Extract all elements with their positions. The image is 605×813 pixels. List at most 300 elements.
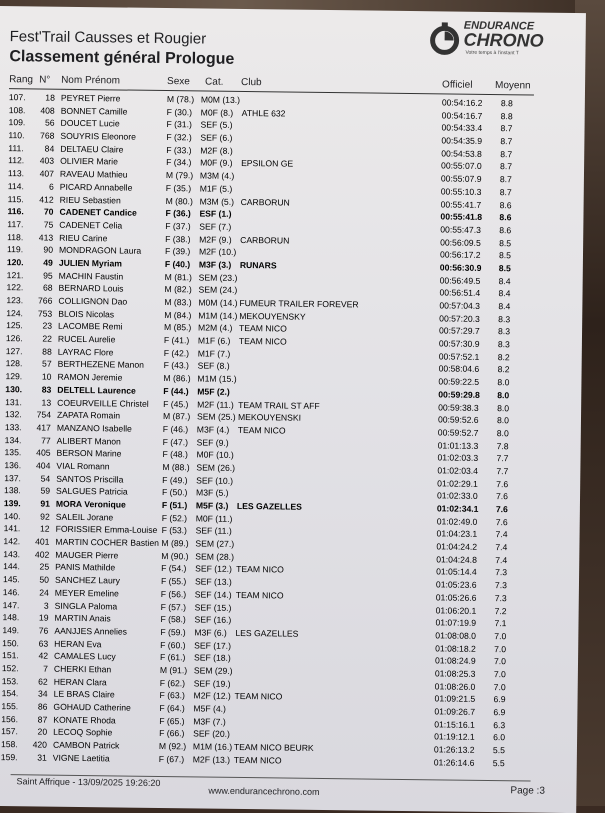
cell-bib: 401 — [35, 536, 50, 547]
header-club: Club — [241, 76, 262, 89]
cell-rank: 155. — [1, 701, 19, 712]
cell-sex: F (53.) — [161, 525, 187, 536]
cell-bib: 31 — [37, 752, 47, 763]
cell-name: CADENET Candice — [59, 206, 137, 218]
cell-rank: 159. — [0, 751, 18, 763]
cell-bib: 92 — [40, 511, 50, 522]
cell-cat: M0M (13.) — [200, 94, 241, 105]
cell-bib: 23 — [42, 320, 53, 332]
cell-time: 00:57:52.1 — [438, 351, 480, 362]
cell-time: 00:59:29.8 — [438, 389, 480, 400]
cell-rank: 124. — [6, 307, 24, 318]
cell-bib: 86 — [37, 701, 48, 712]
cell-speed: 8.5 — [498, 263, 511, 274]
cell-bib: 88 — [42, 346, 52, 357]
cell-name: AANJJES Annelies — [54, 625, 128, 637]
cell-name: MONDRAGON Laura — [58, 244, 142, 256]
cell-name: BERSON Marine — [56, 447, 122, 459]
cell-bib: 20 — [37, 726, 48, 738]
cell-name: JULIEN Myriam — [58, 257, 122, 269]
cell-club: RUNARS — [239, 259, 277, 271]
cell-bib: 91 — [40, 498, 50, 509]
cell-time: 01:01:13.3 — [437, 439, 479, 451]
cell-sex: F (38.) — [165, 233, 191, 244]
cell-bib: 22 — [42, 333, 53, 344]
cell-name: OLIVIER Marie — [60, 156, 118, 167]
cell-sex: F (33.) — [166, 144, 192, 156]
results-sheet — [0, 6, 586, 813]
cell-speed: 8.7 — [500, 148, 513, 160]
cell-time: 01:08:26.0 — [434, 680, 476, 692]
cell-speed: 8.3 — [497, 339, 510, 350]
cell-speed: 8.8 — [500, 98, 513, 109]
cell-sex: M (85.) — [164, 322, 192, 333]
cell-time: 01:02:49.0 — [436, 516, 478, 527]
cell-rank: 136. — [4, 460, 22, 471]
cell-cat: M1M (16.) — [192, 741, 233, 752]
cell-name: LE BRAS Claire — [53, 689, 115, 700]
cell-name: MANZANO Isabelle — [56, 422, 132, 434]
cell-club: ATHLE 632 — [241, 107, 286, 119]
cell-cat: SEF (16.) — [194, 614, 232, 626]
cell-name: ALIBERT Manon — [56, 435, 121, 447]
cell-time: 01:02:33.0 — [436, 490, 478, 502]
cell-bib: 412 — [39, 193, 54, 205]
cell-cat: SEF (20.) — [193, 728, 230, 740]
cell-club: FUMEUR TRAILER FOREVER — [239, 297, 359, 310]
cell-cat: M0F (9.) — [200, 157, 233, 169]
cell-cat: M3M (4.) — [199, 170, 235, 181]
cell-time: 00:57:29.7 — [439, 325, 480, 337]
cell-time: 00:56:49.5 — [439, 275, 481, 286]
cell-time: 00:56:17.2 — [439, 249, 481, 261]
cell-bib: 19 — [38, 612, 49, 623]
cell-time: 00:54:16.7 — [441, 110, 483, 121]
cell-speed: 7.4 — [495, 554, 508, 565]
cell-time: 01:06:20.1 — [435, 604, 477, 616]
cell-speed: 7.6 — [495, 491, 509, 502]
cell-cat: SEF (10.) — [196, 475, 234, 486]
cell-sex: M (78.) — [166, 94, 195, 105]
cell-sex: F (56.) — [160, 588, 187, 600]
ranking-title: Classement général Prologue — [9, 48, 235, 68]
cell-speed: 8.4 — [498, 288, 511, 299]
cell-cat: M1F (6.) — [197, 335, 231, 346]
cell-name: SINGLA Paloma — [54, 600, 118, 611]
cell-name: CAMALES Lucy — [54, 650, 116, 662]
header-name: Nom Prénom — [61, 74, 121, 87]
cell-time: 00:55:07.0 — [441, 160, 482, 172]
cell-bib: 24 — [39, 587, 49, 598]
cell-rank: 121. — [6, 269, 24, 280]
cell-time: 00:59:38.3 — [438, 401, 479, 413]
cell-sex: F (50.) — [162, 487, 188, 498]
cell-name: SANTOS Priscilla — [56, 473, 124, 485]
cell-rank: 133. — [4, 421, 22, 433]
cell-name: LACOMBE Remi — [58, 321, 123, 332]
cell-name: SANCHEZ Laury — [54, 574, 121, 586]
cell-time: 00:55:41.8 — [440, 211, 483, 223]
cell-speed: 8.0 — [497, 377, 510, 388]
cell-name: PEYRET Pierre — [60, 92, 121, 104]
cell-sex: M (86.) — [163, 373, 191, 384]
cell-time: 01:09:26.7 — [434, 706, 476, 717]
cell-sex: M (92.) — [158, 741, 187, 752]
cell-rank: 109. — [8, 117, 26, 128]
cell-cat: M1M (15.) — [197, 373, 237, 385]
cell-name: DELTELL Laurence — [57, 384, 136, 396]
cell-bib: 403 — [39, 155, 55, 167]
cell-name: MARTIN COCHER Bastien — [55, 536, 159, 549]
cell-rank: 122. — [6, 282, 24, 293]
cell-sex: F (35.) — [165, 182, 192, 194]
cell-cat: M3M (5.) — [199, 195, 235, 207]
cell-name: RIEU Sebastien — [59, 194, 121, 205]
cell-time: 00:54:53.8 — [441, 148, 482, 159]
cell-speed: 7.0 — [494, 630, 507, 642]
cell-speed: 7.0 — [493, 681, 506, 692]
cell-rank: 152. — [1, 663, 19, 674]
cell-name: DELTAEU Claire — [60, 143, 124, 155]
cell-time: 00:59:52.6 — [437, 414, 479, 426]
cell-time: 01:05:26.6 — [435, 592, 477, 603]
cell-sex: F (55.) — [160, 576, 187, 587]
cell-bib: 70 — [43, 206, 54, 217]
cell-sex: F (62.) — [159, 677, 186, 688]
cell-name: COLLIGNON Dao — [58, 295, 128, 307]
cell-bib: 59 — [40, 485, 51, 496]
cell-name: MEYER Emeline — [54, 587, 119, 599]
cell-time: 00:58:04.6 — [438, 363, 480, 375]
cell-bib: 84 — [44, 143, 55, 154]
cell-speed: 8.3 — [497, 326, 511, 337]
cell-bib: 83 — [41, 384, 52, 395]
cell-rank: 141. — [3, 523, 21, 534]
cell-cat: M1M (14.) — [198, 310, 238, 321]
cell-club: CARBORUN — [240, 234, 290, 246]
cell-bib: 6 — [48, 181, 54, 192]
cell-bib: 766 — [38, 295, 53, 306]
cell-rank: 147. — [2, 599, 20, 610]
cell-bib: 34 — [37, 688, 48, 699]
cell-club: TEAM TRAIL ST AFF — [238, 399, 320, 411]
cell-club: EPSILON GE — [241, 158, 294, 170]
cell-speed: 8.7 — [499, 186, 512, 198]
cell-sex: M (88.) — [162, 461, 190, 473]
cell-time: 01:15:16.1 — [434, 719, 475, 730]
cell-rank: 128. — [5, 358, 23, 369]
cell-bib: 18 — [45, 92, 55, 103]
cell-club: MEKOUYENSKY — [239, 310, 306, 322]
cell-bib: 68 — [42, 282, 53, 293]
cell-speed: 8.6 — [499, 212, 512, 223]
cell-sex: M (90.) — [161, 550, 189, 562]
cell-rank: 116. — [7, 206, 24, 217]
cell-sex: F (54.) — [161, 563, 187, 574]
cell-sex: F (67.) — [158, 753, 185, 765]
cell-bib: 13 — [41, 397, 52, 408]
cell-sex: F (60.) — [160, 639, 186, 650]
cell-bib: 57 — [42, 358, 52, 370]
cell-cat: SEF (11.) — [195, 525, 232, 537]
cell-rank: 108. — [8, 104, 26, 116]
cell-time: 00:55:10.3 — [440, 186, 482, 197]
cell-time: 00:56:09.5 — [440, 236, 481, 248]
cell-cat: M3F (6.) — [194, 627, 227, 638]
cell-bib: 408 — [40, 105, 55, 116]
cell-time: 00:56:30.9 — [439, 262, 482, 273]
cell-name: CAMBON Patrick — [52, 739, 120, 751]
cell-sex: M (89.) — [161, 538, 189, 549]
cell-sex: F (57.) — [160, 601, 187, 612]
cell-cat: SEM (28.) — [195, 551, 235, 562]
cell-sex: F (58.) — [160, 614, 186, 625]
cell-cat: M2M (4.) — [198, 322, 233, 334]
footer-location-date: Saint Affrique - 13/09/2025 19:26:20 — [16, 776, 161, 789]
cell-speed: 7.6 — [496, 478, 509, 489]
cell-rank: 148. — [2, 612, 20, 623]
cell-bib: 63 — [38, 638, 49, 649]
cell-name: MARTIN Anais — [54, 612, 111, 624]
cell-sex: F (61.) — [159, 652, 186, 663]
cell-name: RAMON Jeremie — [57, 371, 123, 383]
cell-rank: 129. — [5, 371, 23, 382]
cell-club: TEAM NICO — [233, 754, 282, 766]
cell-cat: M2F (13.) — [192, 754, 231, 765]
cell-bib: 402 — [34, 549, 50, 560]
cell-speed: 7.6 — [495, 516, 508, 527]
cell-speed: 7.7 — [496, 453, 509, 464]
stopwatch-icon — [427, 21, 461, 55]
cell-rank: 146. — [2, 586, 20, 598]
cell-time: 01:04:24.2 — [436, 541, 478, 552]
cell-time: 01:02:03.4 — [437, 465, 479, 476]
cell-speed: 7.2 — [494, 605, 507, 616]
cell-name: HERAN Eva — [54, 638, 102, 649]
cell-sex: F (49.) — [162, 474, 188, 485]
cell-name: DOUCET Lucie — [60, 118, 120, 129]
cell-sex: M (79.) — [165, 170, 194, 181]
cell-time: 00:56:51.4 — [439, 287, 481, 299]
cell-name: CADENET Celia — [59, 219, 123, 231]
cell-speed: 8.7 — [500, 123, 513, 134]
cell-cat: M0F (11.) — [195, 513, 233, 524]
cell-cat: SEM (23.) — [198, 272, 238, 283]
cell-name: SOUYRIS Eleonore — [60, 130, 136, 142]
cell-rank: 111. — [8, 142, 24, 154]
cell-rank: 131. — [5, 396, 22, 407]
cell-speed: 8.5 — [499, 237, 512, 248]
cell-rank: 153. — [1, 675, 19, 686]
event-title: Fest'Trail Causses et Rougier — [9, 28, 207, 48]
cell-cat: M1F (5.) — [199, 183, 233, 194]
cell-cat: SEF (9.) — [196, 436, 229, 448]
cell-sex: F (47.) — [162, 436, 189, 447]
cell-bib: 420 — [32, 739, 48, 750]
cell-rank: 127. — [5, 345, 23, 357]
cell-rank: 117. — [7, 218, 24, 230]
header-sex: Sexe — [167, 76, 190, 88]
cell-rank: 118. — [7, 231, 24, 242]
cell-speed: 6.9 — [493, 694, 506, 705]
cell-cat: SEM (26.) — [196, 462, 236, 473]
cell-sex: F (63.) — [159, 690, 185, 701]
cell-sex: M (81.) — [164, 271, 192, 282]
cell-rank: 125. — [6, 320, 23, 331]
cell-time: 00:57:20.3 — [439, 313, 480, 324]
cell-club: TEAM NICO BEURK — [233, 741, 314, 753]
logo-line1: ENDURANCE — [463, 19, 535, 33]
cell-name: FORISSIER Emma-Louise — [55, 524, 158, 536]
cell-speed: 8.7 — [499, 174, 512, 185]
cell-name: BERNARD Louis — [58, 283, 124, 294]
cell-rank: 137. — [4, 472, 22, 483]
cell-sex: F (40.) — [164, 258, 191, 270]
cell-sex: F (51.) — [161, 500, 188, 511]
cell-bib: 754 — [36, 409, 52, 420]
cell-cat: M3F (5.) — [196, 487, 229, 499]
cell-sex: F (31.) — [166, 119, 192, 130]
cell-speed: 8.2 — [497, 364, 510, 375]
cell-speed: 8.7 — [500, 161, 513, 172]
cell-bib: 12 — [39, 523, 50, 535]
cell-bib: 407 — [39, 168, 55, 179]
cell-club: CARBORUN — [240, 196, 290, 208]
cell-cat: M2F (12.) — [193, 690, 231, 702]
cell-cat: SEM (25.) — [196, 411, 236, 423]
cell-speed: 7.0 — [494, 643, 507, 654]
cell-cat: M2F (9.) — [199, 234, 232, 245]
cell-rank: 113. — [7, 168, 25, 179]
cell-bib: 7 — [43, 663, 48, 674]
cell-sex: F (64.) — [159, 703, 185, 714]
cell-cat: SEM (29.) — [193, 665, 233, 676]
cell-cat: M3F (4.) — [196, 424, 230, 435]
cell-rank: 115. — [7, 193, 24, 204]
cell-speed: 5.5 — [492, 745, 505, 756]
cell-sex: F (48.) — [162, 449, 188, 460]
cell-sex: M (84.) — [164, 309, 192, 321]
cell-rank: 110. — [8, 130, 25, 141]
cell-name: RIEU Carine — [59, 232, 108, 243]
cell-sex: M (80.) — [165, 195, 193, 206]
cell-sex: F (30.) — [166, 106, 193, 118]
cell-speed: 6.3 — [493, 719, 506, 730]
cell-speed: 8.3 — [498, 313, 511, 324]
cell-name: SALEIL Jorane — [55, 511, 114, 523]
cell-cat: SEF (7.) — [199, 221, 232, 232]
cell-speed: 8.6 — [499, 199, 512, 210]
cell-speed: 7.4 — [495, 542, 508, 553]
cell-time: 00:54:33.4 — [441, 122, 483, 134]
cell-cat: M5F (2.) — [197, 386, 230, 397]
cell-sex: F (41.) — [163, 335, 190, 346]
cell-time: 01:04:24.8 — [436, 554, 477, 565]
cell-rank: 112. — [8, 155, 25, 166]
cell-time: 01:26:14.6 — [433, 757, 475, 768]
cell-cat: SEF (19.) — [193, 678, 231, 689]
cell-time: 01:08:25.3 — [434, 668, 476, 679]
cell-name: BLOIS Nicolas — [58, 308, 115, 320]
cell-sex: F (52.) — [161, 512, 188, 524]
cell-name: CHERKI Ethan — [53, 663, 112, 675]
cell-club: TEAM NICO — [234, 691, 283, 702]
cell-bib: 50 — [39, 574, 50, 585]
cell-club: LES GAZELLES — [236, 500, 302, 512]
cell-bib: 417 — [36, 422, 51, 433]
cell-speed: 7.7 — [496, 466, 509, 477]
cell-name: LECOQ Sophie — [53, 727, 113, 738]
cell-name: PICARD Annabelle — [59, 181, 133, 193]
cell-sex: F (36.) — [165, 208, 191, 219]
cell-speed: 8.2 — [497, 351, 510, 363]
cell-rank: 157. — [1, 726, 18, 737]
cell-speed: 7.1 — [494, 618, 507, 629]
cell-sex: F (34.) — [166, 157, 192, 168]
cell-bib: 404 — [35, 460, 51, 471]
cell-bib: 95 — [43, 270, 53, 281]
cell-rank: 135. — [4, 447, 22, 458]
cell-bib: 75 — [43, 219, 54, 230]
cell-time: 01:08:18.2 — [435, 642, 476, 654]
cell-club: TEAM NICO — [236, 564, 284, 575]
cell-rank: 144. — [3, 561, 20, 572]
cell-speed: 7.3 — [494, 592, 507, 604]
cell-sex: F (43.) — [163, 360, 189, 371]
cell-cat: SEM (24.) — [198, 284, 238, 296]
cell-club: TEAM NICO — [238, 336, 287, 347]
cell-bib: 25 — [39, 561, 50, 573]
cell-cat: SEF (18.) — [193, 652, 231, 664]
cell-bib: 87 — [37, 714, 48, 725]
cell-rank: 132. — [4, 409, 22, 420]
cell-time: 00:54:35.9 — [441, 135, 483, 146]
results-table — [0, 92, 559, 771]
cell-rank: 114. — [7, 180, 24, 192]
cell-cat: SEF (12.) — [195, 563, 232, 575]
cell-cat: SEF (14.) — [194, 589, 232, 600]
cell-time: 00:55:07.9 — [440, 173, 482, 185]
cell-rank: 145. — [2, 574, 20, 585]
cell-cat: M3F (7.) — [193, 716, 226, 727]
cell-name: SALGUES Patricia — [56, 486, 128, 497]
cell-speed: 8.4 — [498, 275, 511, 286]
cell-name: HERAN Clara — [53, 676, 107, 687]
cell-time: 00:57:30.9 — [438, 338, 480, 349]
cell-bib: 42 — [38, 650, 49, 661]
cell-bib: 49 — [43, 257, 53, 268]
cell-speed: 6.0 — [493, 732, 506, 743]
cell-cat: ESF (1.) — [199, 208, 232, 220]
cell-time: 00:59:22.5 — [438, 376, 480, 388]
cell-speed: 8.0 — [497, 402, 510, 413]
cell-sex: F (45.) — [163, 398, 189, 409]
cell-cat: M5F (4.) — [193, 703, 226, 714]
cell-speed: 7.3 — [495, 567, 508, 578]
cell-sex: F (59.) — [160, 626, 186, 638]
cell-speed: 7.0 — [493, 656, 507, 667]
cell-speed: 7.8 — [496, 440, 509, 451]
cell-rank: 120. — [6, 257, 24, 268]
cell-sex: M (82.) — [164, 284, 192, 295]
cell-cat: M0F (8.) — [200, 107, 234, 118]
cell-club: MEKOUYENSKI — [237, 412, 302, 423]
cell-rank: 143. — [3, 548, 21, 560]
cell-name: COEURVEILLE Christel — [57, 397, 149, 409]
cell-time: 01:08:24.9 — [434, 655, 476, 667]
cell-bib: 3 — [43, 600, 49, 611]
cell-rank: 139. — [3, 498, 21, 509]
